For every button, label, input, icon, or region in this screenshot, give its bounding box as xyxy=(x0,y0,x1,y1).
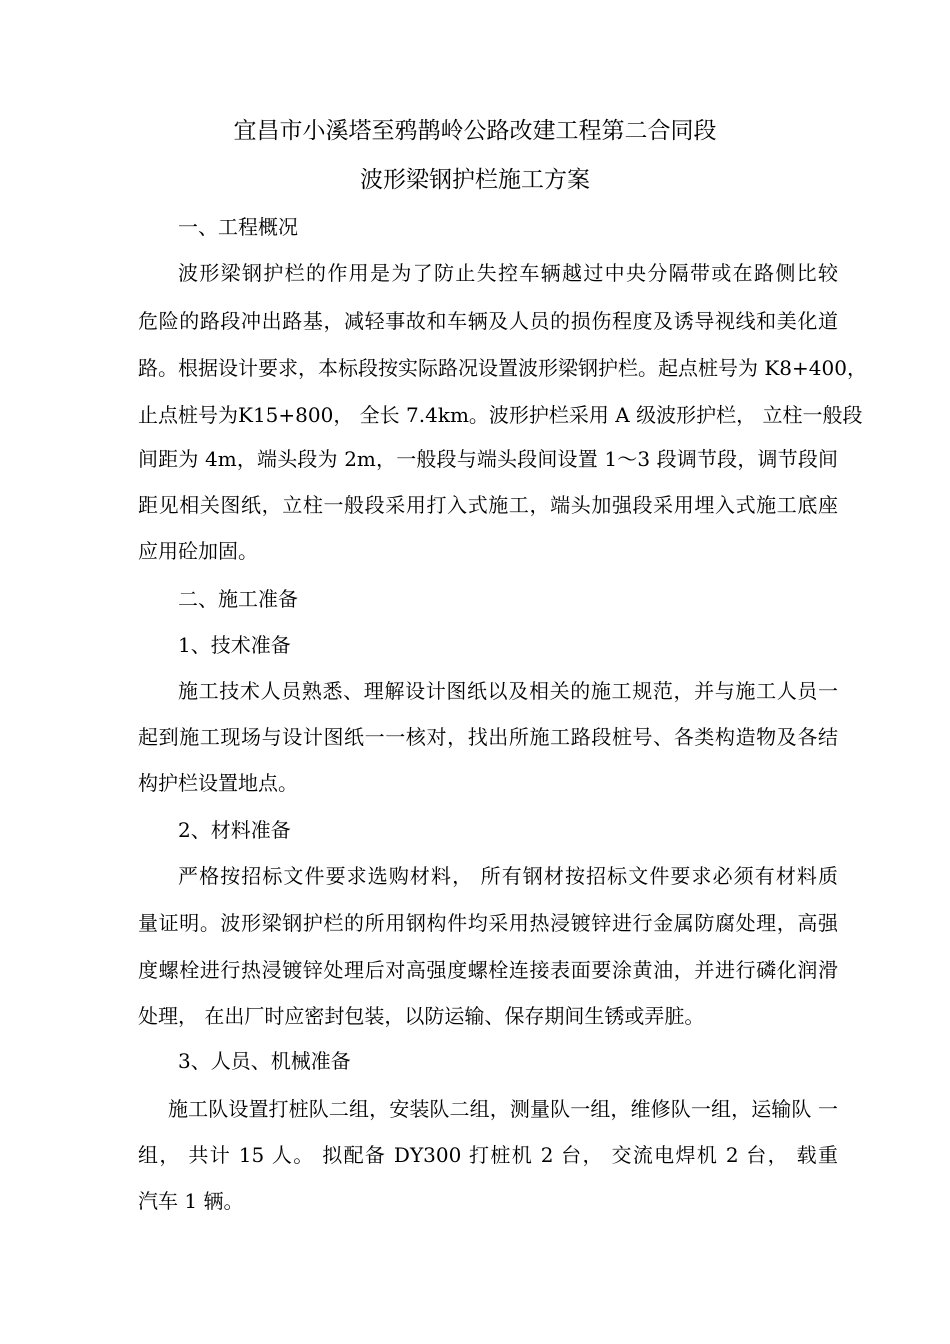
document-title-line-2: 波形梁钢护栏施工方案 xyxy=(360,167,590,193)
paragraph-line: 构护栏设置地点。 xyxy=(138,771,298,795)
subsection-1-heading: 1、技术准备 xyxy=(178,633,291,657)
document-title-line-1: 宜昌市小溪塔至鸦鹊岭公路改建工程第二合同段 xyxy=(233,118,717,144)
paragraph-line: 间距为 4m，端头段为 2m，一般段与端头段间设置 1～3 段调节段，调节段间 xyxy=(138,447,838,471)
paragraph-line: 施工技术人员熟悉、理解设计图纸以及相关的施工规范，并与施工人员一 xyxy=(178,679,838,703)
paragraph-line: 应用砼加固。 xyxy=(138,539,258,563)
paragraph-line: 量证明。波形梁钢护栏的所用钢构件均采用热浸镀锌进行金属防腐处理，高强 xyxy=(138,911,838,935)
section-1-heading: 一、工程概况 xyxy=(178,215,298,239)
paragraph-line: 施工队设置打桩队二组，安装队二组，测量队一组，维修队一组，运输队 一 xyxy=(168,1097,838,1121)
paragraph-line: 严格按招标文件要求选购材料， 所有钢材按招标文件要求必须有材料质 xyxy=(178,864,838,888)
paragraph-line: 路。根据设计要求，本标段按实际路况设置波形梁钢护栏。起点桩号为 K8+400， xyxy=(138,356,867,380)
paragraph-line: 波形梁钢护栏的作用是为了防止失控车辆越过中央分隔带或在路侧比较 xyxy=(178,261,838,285)
paragraph-line: 处理， 在出厂时应密封包装，以防运输、保存期间生锈或弄脏。 xyxy=(138,1004,705,1028)
paragraph-line: 距见相关图纸，立柱一般段采用打入式施工，端头加强段采用埋入式施工底座 xyxy=(138,493,838,517)
subsection-2-heading: 2、材料准备 xyxy=(178,818,291,842)
paragraph-line: 汽车 1 辆。 xyxy=(138,1189,244,1213)
paragraph-line: 起到施工现场与设计图纸一一核对，找出所施工路段桩号、各类构造物及各结 xyxy=(138,725,838,749)
section-2-heading: 二、施工准备 xyxy=(178,587,298,611)
subsection-3-heading: 3、人员、机械准备 xyxy=(178,1049,351,1073)
paragraph-line: 危险的路段冲出路基，减轻事故和车辆及人员的损伤程度及诱导视线和美化道 xyxy=(138,309,838,333)
paragraph-line: 止点桩号为K15+800， 全长 7.4km。波形护栏采用 A 级波形护栏， 立柱一般段 xyxy=(138,403,863,427)
paragraph-line: 组， 共计 15 人。 拟配备 DY300 打桩机 2 台， 交流电焊机 2 台， 载重 xyxy=(138,1143,838,1167)
paragraph-line: 度螺栓进行热浸镀锌处理后对高强度螺栓连接表面要涂黄油，并进行磷化润滑 xyxy=(138,958,838,982)
